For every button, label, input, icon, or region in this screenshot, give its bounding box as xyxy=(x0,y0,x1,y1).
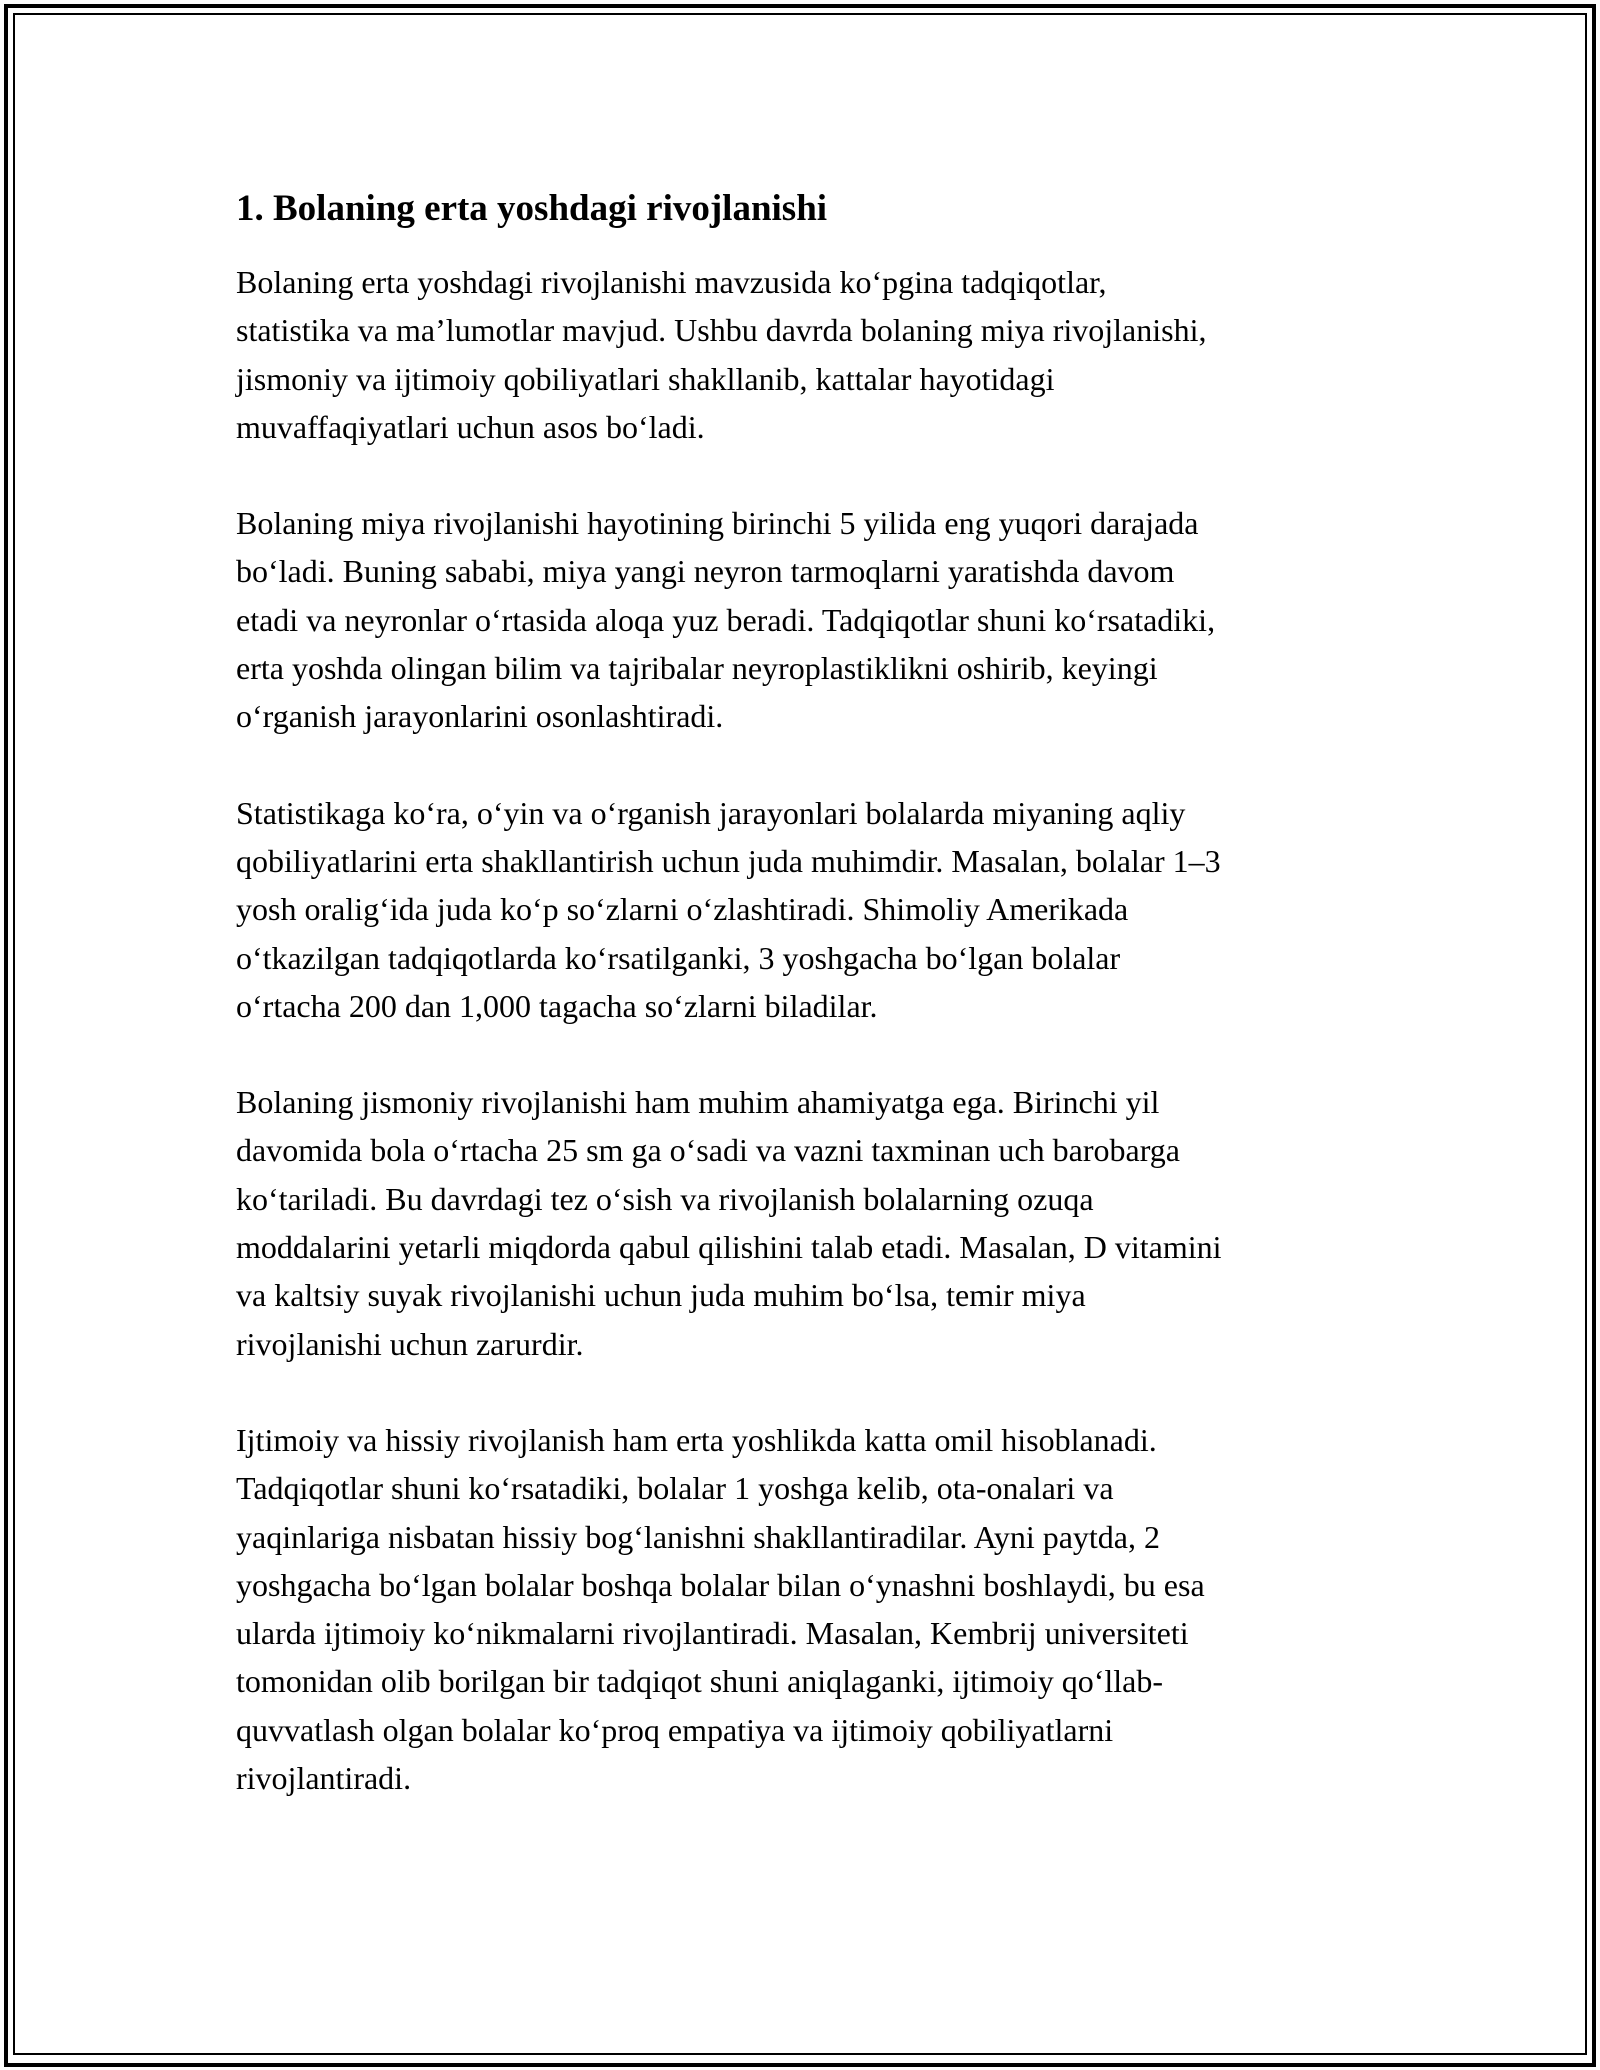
text-line: quvvatlash olgan bolalar ko‘proq empatiya va ijtimoiy qobiliyatlarni xyxy=(236,1711,1114,1748)
text-line: tomonidan olib borilgan bir tadqiqot shuni aniqlaganki, ijtimoiy qo‘llab- xyxy=(236,1663,1163,1700)
text-line: yaqinlariga nisbatan hissiy bog‘lanishni shakllantiradilar. Ayni paytda, 2 xyxy=(236,1518,1160,1555)
text-line: rivojlanishi uchun zarurdir. xyxy=(236,1325,584,1362)
text-line: Statistikaga ko‘ra, o‘yin va o‘rganish jarayonlari bolalarda miyaning aqliy xyxy=(236,794,1186,831)
text-line: o‘rganish jarayonlarini osonlashtiradi. xyxy=(236,698,724,735)
text-line: erta yoshda olingan bilim va tajribalar neyroplastiklikni oshirib, keyingi xyxy=(236,650,1158,687)
document-body xyxy=(236,185,1376,1850)
paragraph-intro xyxy=(236,258,1376,451)
text-line: davomida bola o‘rtacha 25 sm ga o‘sadi va vazni taxminan uch barobarga xyxy=(236,1132,1180,1169)
text-line: qobiliyatlarini erta shakllantirish uchun juda muhimdir. Masalan, bolalar 1–3 xyxy=(236,842,1221,879)
paragraph-brain-development xyxy=(236,499,1376,740)
text-line: ularda ijtimoiy ko‘nikmalarni rivojlantiradi. Masalan, Kembrij universiteti xyxy=(236,1615,1189,1652)
text-line: Tadqiqotlar shuni ko‘rsatadiki, bolalar 1 yoshga kelib, ota-onalari va xyxy=(236,1470,1114,1507)
text-line: jismoniy va ijtimoiy qobiliyatlari shakllanib, kattalar hayotidagi xyxy=(236,360,1055,397)
text-line: moddalarini yetarli miqdorda qabul qilishini talab etadi. Masalan, D vitamini xyxy=(236,1229,1222,1266)
text-line: Bolaning erta yoshdagi rivojlanishi mavzusida ko‘pgina tadqiqotlar, xyxy=(236,264,1107,300)
text-line: Bolaning jismoniy rivojlanishi ham muhim ahamiyatga ega. Birinchi yil xyxy=(236,1084,1160,1121)
text-line: ko‘tariladi. Bu davrdagi tez o‘sish va rivojlanish bolalarning ozuqa xyxy=(236,1180,1094,1217)
text-line: o‘tkazilgan tadqiqotlarda ko‘rsatilganki, 3 yoshgacha bo‘lgan bolalar xyxy=(236,939,1121,976)
paragraph-social-emotional xyxy=(236,1416,1376,1802)
paragraph-physical-development xyxy=(236,1078,1376,1368)
text-line: bo‘ladi. Buning sababi, miya yangi neyron tarmoqlarni yaratishda davom xyxy=(236,553,1175,590)
text-line: statistika va ma’lumotlar mavjud. Ushbu davrda bolaning miya rivojlanishi, xyxy=(236,312,1207,349)
text-line: Ijtimoiy va hissiy rivojlanish ham erta yoshlikda katta omil hisoblanadi. xyxy=(236,1421,1157,1458)
text-line: rivojlantiradi. xyxy=(236,1760,412,1797)
text-line: yosh oralig‘ida juda ko‘p so‘zlarni o‘zlashtiradi. Shimoliy Amerikada xyxy=(236,891,1129,928)
text-line: yoshgacha bo‘lgan bolalar boshqa bolalar bilan o‘ynashni boshlaydi, bu esa xyxy=(236,1566,1205,1603)
text-line: muvaffaqiyatlari uchun asos bo‘ladi. xyxy=(236,408,705,445)
text-line: etadi va neyronlar o‘rtasida aloqa yuz beradi. Tadqiqotlar shuni ko‘rsatadiki, xyxy=(236,601,1216,638)
section-heading: 1. Bolaning erta yoshdagi rivojlanishi xyxy=(236,188,828,229)
text-line: o‘rtacha 200 dan 1,000 tagacha so‘zlarni biladilar. xyxy=(236,987,878,1024)
paragraph-statistics xyxy=(236,789,1376,1030)
text-line: va kaltsiy suyak rivojlanishi uchun juda muhim bo‘lsa, temir miya xyxy=(236,1277,1086,1314)
text-line: Bolaning miya rivojlanishi hayotining birinchi 5 yilida eng yuqori darajada xyxy=(236,505,1199,542)
